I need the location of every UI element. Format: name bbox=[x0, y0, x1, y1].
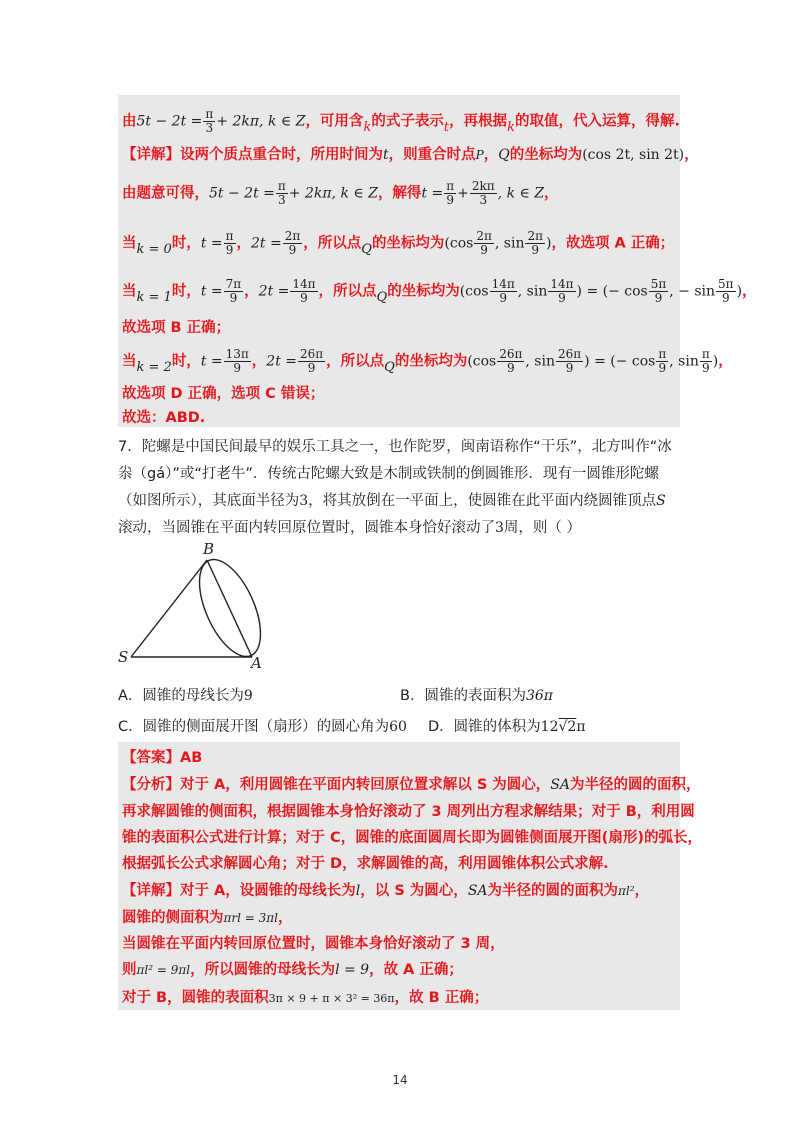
cone-diameter-BA bbox=[207, 560, 252, 657]
option-D[interactable]: D．圆锥的体积为12√2π bbox=[428, 719, 586, 735]
detail-line-2: 圆锥的侧面积为πrl = 3πl， bbox=[122, 910, 293, 926]
solution-line-7: 当k = 2时，t = $\frac{13\pi}{9}$ ，2t = $\frac{26\pi}{9}$ ，所以点Q的坐标均为(cos $\frac{26\pi}{9}$ , sin $\frac{26\pi}{9}$ ) = (− cos $\frac{\pi}{9}$ , sin $\frac{\pi}{9}$ )， bbox=[122, 347, 733, 375]
question-line-2: 尜（gá）”或“打老牛”．传统古陀螺大致是木制或铁制的倒圆锥形．现有一圆锥形陀螺 bbox=[118, 466, 659, 482]
label-S: S bbox=[118, 648, 129, 666]
question-line-4: 滚动，当圆锥在平面内转回原位置时，圆锥本身恰好滚动了3周，则（ ） bbox=[118, 520, 582, 536]
cone-generatrix-SB bbox=[131, 560, 207, 657]
solution-line-5: 当k = 1时，t = $\frac{7\pi}{9}$ ，2t = $\frac{14\pi}{9}$ ，所以点Q的坐标均为(cos $\frac{14\pi}{9}$ , sin $\frac{14\pi}{9}$ ) = (− cos $\frac{5\pi}{9}$ , − sin $\frac{5\pi}{9}$ )， bbox=[122, 277, 757, 305]
solution-line-8: 故选项 D 正确，选项 C 错误； bbox=[122, 386, 325, 402]
analysis-line-3: 锥的表面积公式进行计算；对于 C，圆锥的底面圆周长即为圆锥侧面展开图(扇形)的弧长， bbox=[122, 830, 702, 846]
analysis-line-4: 根据弧长公式求解圆心角；对于 D，求解圆锥的高，利用圆锥体积公式求解. bbox=[122, 856, 609, 872]
solution-line-6: 故选项 B 正确； bbox=[122, 320, 231, 336]
option-A[interactable]: A．圆锥的母线长为9 bbox=[118, 688, 253, 704]
detail-line-5: 对于 B，圆锥的表面积3π × 9 + π × 3² = 36π，故 B 正确； bbox=[122, 990, 489, 1006]
cone-figure bbox=[115, 540, 285, 670]
solution-line-3: 由题意可得，5t − 2t = $\frac{\pi}{3}$ + 2kπ, k ∈ Z，解得t = $\frac{\pi}{9}$ + $\frac{2k\pi}{3}$ , k ∈ Z， bbox=[122, 179, 559, 207]
detail-line-4: 则πl² = 9πl，所以圆锥的母线长为l = 9，故 A 正确； bbox=[122, 962, 463, 978]
solution-line-9: 故选：ABD. bbox=[122, 410, 206, 426]
option-C[interactable]: C．圆锥的侧面展开图（扇形）的圆心角为60 bbox=[118, 719, 407, 735]
question-line-1: 7．陀螺是中国民间最早的娱乐工具之一，也作陀罗，闽南语称作“干乐”，北方叫作“冰 bbox=[118, 439, 672, 455]
solution-line-1: 由5t − 2t = $\frac{\pi}{3}$ + 2kπ, k ∈ Z，可用含k的式子表示t，再根据k的取值，代入运算，得解. bbox=[122, 107, 680, 135]
question-line-3: （如图所示），其底面半径为3，将其放倒在一平面上，使圆锥在此平面内绕圆锥顶点S bbox=[118, 493, 666, 509]
answer-line: 【答案】AB bbox=[122, 750, 203, 766]
option-B[interactable]: B．圆锥的表面积为36π bbox=[400, 688, 553, 704]
detail-line-1: 【详解】对于 A，设圆锥的母线长为l，以 S 为圆心，SA为半径的圆的面积为πl²， bbox=[122, 883, 650, 899]
label-A: A bbox=[251, 654, 262, 670]
detail-line-3: 当圆锥在平面内转回原位置时，圆锥本身恰好滚动了 3 周， bbox=[122, 936, 505, 952]
solution-line-2: 【详解】设两个质点重合时，所用时间为t，则重合时点P，Q的坐标均为(cos 2t, sin 2t)， bbox=[122, 147, 699, 163]
solution-line-4: 当k = 0时，t = $\frac{\pi}{9}$ ，2t = $\frac{2\pi}{9}$ ，所以点Q的坐标均为(cos $\frac{2\pi}{9}$ , sin $\frac{2\pi}{9}$ )，故选项 A 正确； bbox=[122, 229, 675, 257]
page-number: 14 bbox=[392, 1073, 408, 1087]
analysis-line-2: 再求解圆锥的侧面积，根据圆锥本身恰好滚动了 3 周列出方程求解结果；对于 B，利用圆 bbox=[122, 804, 695, 820]
label-B: B bbox=[203, 540, 215, 558]
analysis-line-1: 【分析】对于 A，利用圆锥在平面内转回原位置求解以 S 为圆心，SA为半径的圆的面积， bbox=[122, 777, 701, 793]
